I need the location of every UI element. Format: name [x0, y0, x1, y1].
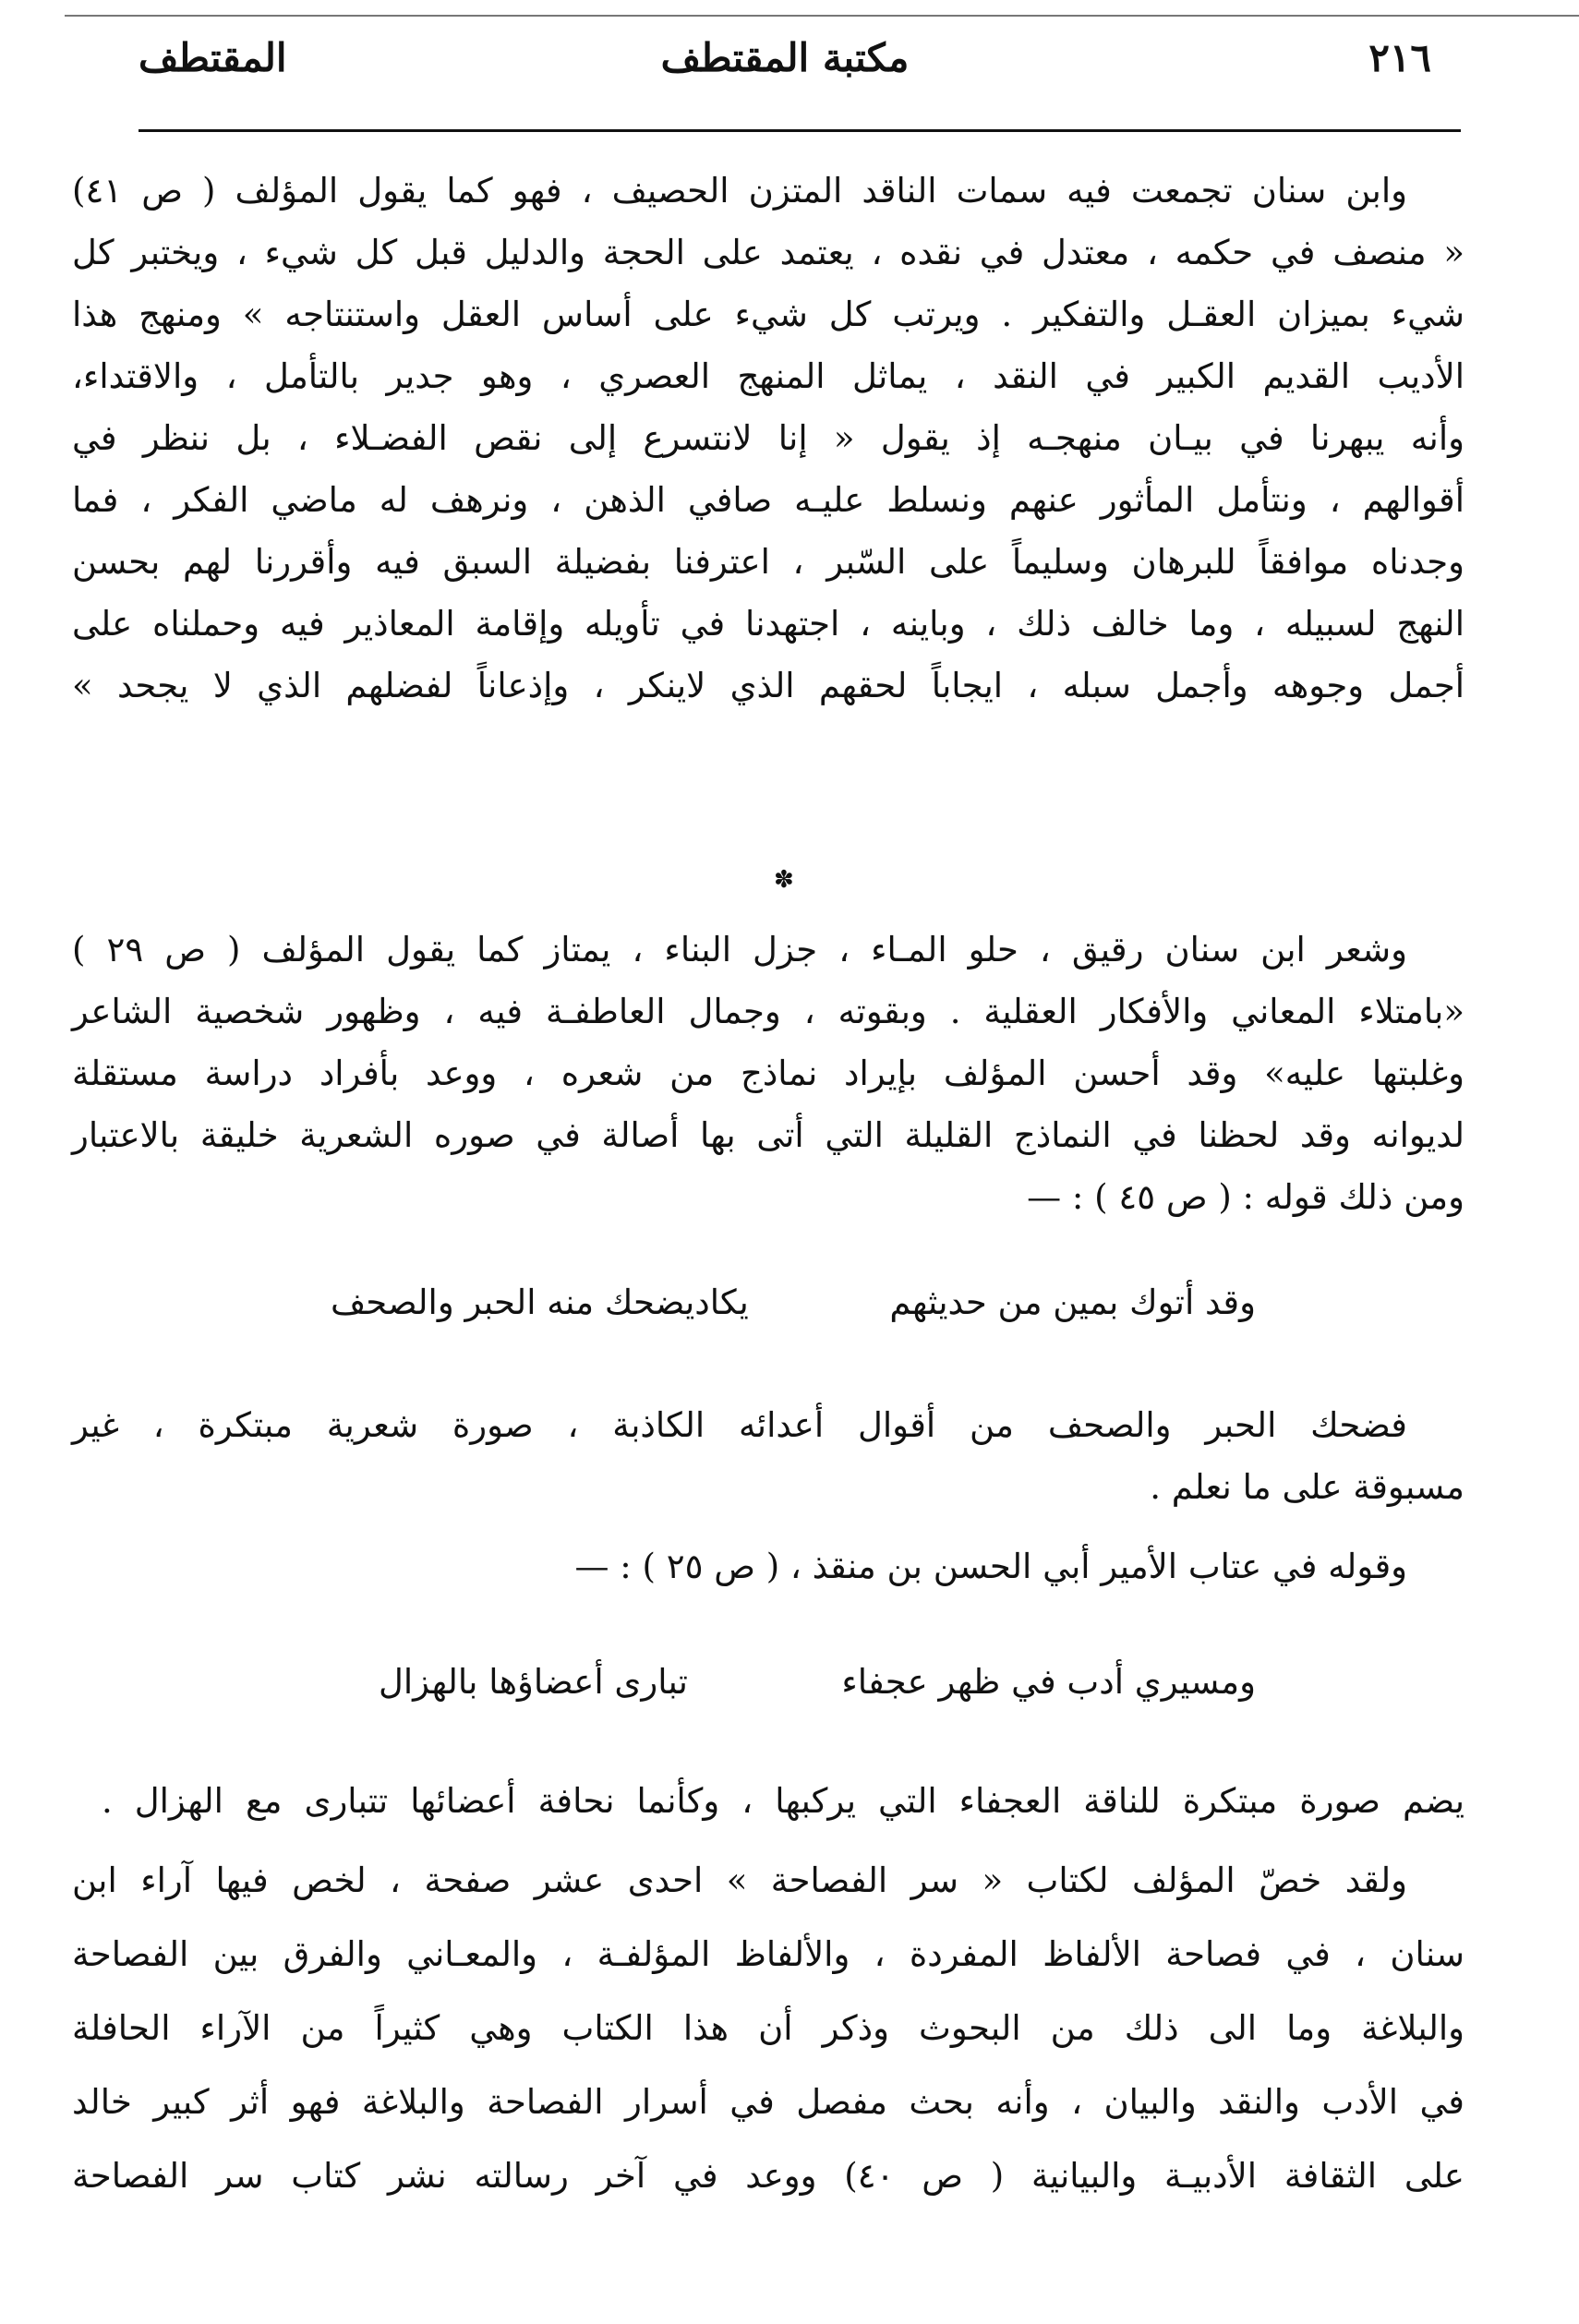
section-ornament: ✽ — [774, 866, 794, 894]
text-line: شيء بميزان العقـل والتفكير . ويرتب كل شيء على أساس العقل واستنتاجه » ومنهج هذا — [72, 295, 1464, 334]
text-line: وجدناه موافقاً للبرهان وسليماً على السّبر ، اعترفنا بفضيلة السبق فيه وأقررنا لهم بحسن — [72, 542, 1464, 582]
text-line: أقوالهم ، ونتأمل المأثور عنهم ونسلط عليـه صافي الذهن ، ونرهف له ماضي الفكر ، فما — [72, 480, 1464, 520]
text-line: فضحك الحبر والصحف من أقوال أعدائه الكاذبة ، صورة شعرية مبتكرة ، غير — [72, 1405, 1407, 1445]
text-line: والبلاغة وما الى ذلك من البحوث وذكر أن هذا الكتاب وهي كثيراً من الآراء الحافلة — [72, 2008, 1464, 2048]
verse-hemistich: ومسيري أدب في ظهر عجفاء — [841, 1662, 1256, 1702]
text-line: « منصف في حكمه ، معتدل في نقده ، يعتمد على الحجة والدليل قبل كل شيء ، ويختبر كل — [72, 233, 1464, 272]
text-line: لديوانه وقد لحظنا في النماذج القليلة التي أتى بها أصالة في صوره الشعرية خليقة بالاعتبار — [72, 1115, 1464, 1155]
text-line: يضم صورة مبتكرة للناقة العجفاء التي يركبها ، وكأنما نحافة أعضائها تتبارى مع الهزال . — [102, 1781, 1464, 1821]
text-line: ومن ذلك قوله : ( ص ٤٥ ) : — — [1027, 1177, 1464, 1217]
text-line: في الأدب والنقد والبيان ، وأنه بحث مفصل في أسرار الفصاحة والبلاغة فهو أثر كبير خالد — [72, 2082, 1464, 2122]
page-number: ٢١٦ — [1368, 35, 1431, 80]
text-line: النهج لسبيله ، وما خالف ذلك ، وباينه ، اجتهدنا في تأويله وإقامة المعاذير فيه وحملناه على — [72, 604, 1464, 644]
text-line: وأنه يبهرنا في بيـان منهجـه إذ يقول « إنا لانتسرع إلى نقص الفضـلاء ، بل ننظر في — [72, 418, 1464, 458]
running-title: مكتبة المقتطف — [660, 35, 910, 80]
text-line: وغلبتها عليه» وقد أحسن المؤلف بإيراد نماذج من شعره ، ووعد بأفراد دراسة مستقلة — [72, 1054, 1464, 1093]
text-line: وقوله في عتاب الأمير أبي الحسن بن منقذ ، ( ص ٢٥ ) : — — [574, 1547, 1407, 1586]
verse-hemistich: تبارى أعضاؤها بالهزال — [379, 1662, 688, 1702]
text-line: مسبوقة على ما نعلم . — [1150, 1467, 1464, 1507]
text-line: وابن سنان تجمعت فيه سمات الناقد المتزن الحصيف ، فهو كما يقول المؤلف ( ص ٤١) — [72, 171, 1407, 211]
text-line: «بامتلاء المعاني والأفكار العقلية . وبقوته ، وجمال العاطفـة فيه ، وظهور شخصية الشاعر — [72, 992, 1464, 1031]
scan-top-rule — [65, 15, 1579, 17]
text-line: أجمل وجوهه وأجمل سبله ، ايجاباً لحقهم الذي لاينكر ، وإذعاناً لفضلهم الذي لا يجحد » — [72, 666, 1464, 705]
journal-name: المقتطف — [139, 35, 287, 80]
text-line: وشعر ابن سنان رقيق ، حلو المـاء ، جزل البناء ، يمتاز كما يقول المؤلف ( ص ٢٩ ) — [72, 930, 1407, 969]
text-line: سنان ، في فصاحة الألفاظ المفردة ، والألفاظ المؤلفـة ، والمعـاني والفرق بين الفصاحة — [72, 1934, 1464, 1974]
page-header — [139, 35, 1431, 100]
text-line: الأديب القديم الكبير في النقد ، يماثل المنهج العصري ، وهو جدير بالتأمل ، والاقتداء، — [72, 356, 1464, 396]
verse-hemistich: يكاديضحك منه الحبر والصحف — [331, 1282, 749, 1322]
text-line: ولقد خصّ المؤلف لكتاب « سر الفصاحة » احدى عشر صفحة ، لخص فيها آراء ابن — [72, 1860, 1407, 1900]
header-rule — [139, 129, 1461, 132]
verse-hemistich: وقد أتوك بمين من حديثهم — [889, 1282, 1256, 1322]
text-line: على الثقافة الأدبيـة والبيانية ( ص ٤٠) ووعد في آخر رسالته نشر كتاب سر الفصاحة — [72, 2156, 1464, 2196]
